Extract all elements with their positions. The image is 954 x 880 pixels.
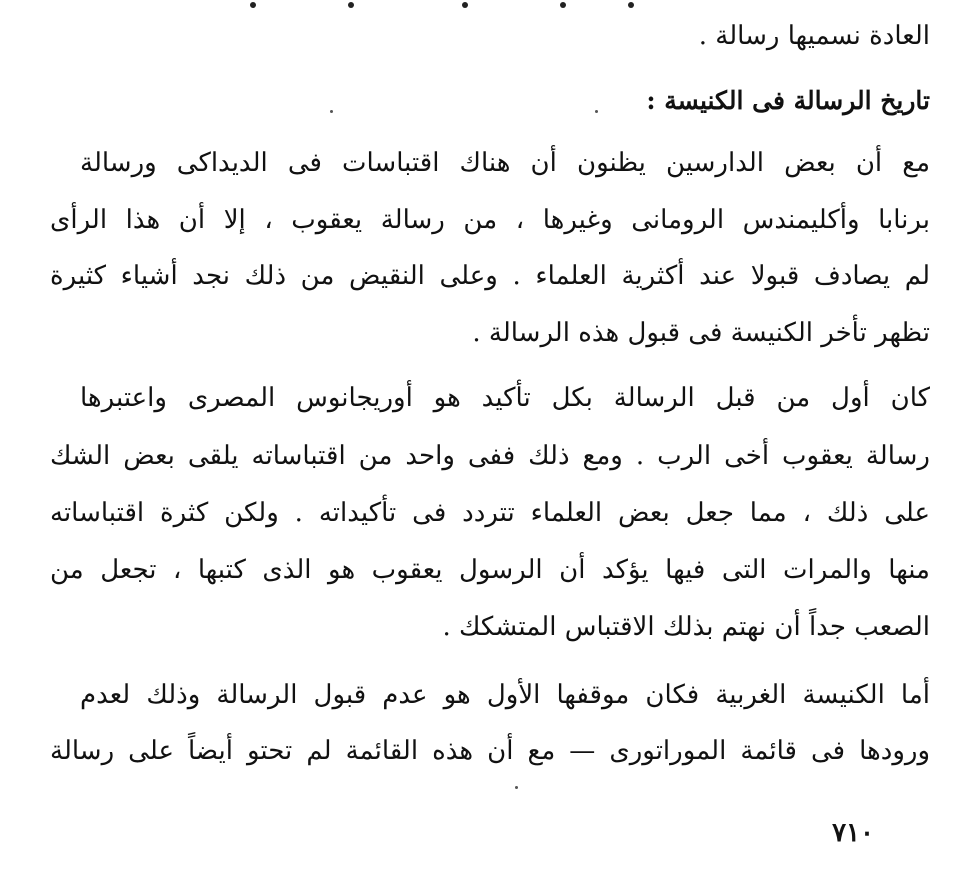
text-line-6: تظهر تأخر الكنيسة فى قبول هذه الرسالة . xyxy=(472,318,930,348)
text-line-1: العادة نسميها رسالة . xyxy=(698,21,930,51)
text-line-4: برنابا وأكليمندس الرومانى وغيرها ، من رسالة يعقوب ، إلا أن هذا الرأى xyxy=(50,205,930,235)
scan-speck xyxy=(595,110,598,113)
scan-speck xyxy=(515,786,518,789)
section-heading: تاريخ الرسالة فى الكنيسة : xyxy=(646,86,930,115)
page-number: ٧١٠ xyxy=(832,818,874,848)
cut-off-previous-line xyxy=(230,0,650,8)
text-line-13: ورودها فى قائمة الموراتورى — مع أن هذه القائمة لم تحتو أيضاً على رسالة xyxy=(50,736,930,766)
text-line-9: على ذلك ، مما جعل بعض العلماء تتردد فى تأكيداته . ولكن كثرة اقتباساته xyxy=(50,498,930,528)
text-line-11: الصعب جداً أن نهتم بذلك الاقتباس المتشكك . xyxy=(442,612,930,642)
text-line-10: منها والمرات التى فيها يؤكد أن الرسول يعقوب هو الذى كتبها ، تجعل من xyxy=(50,555,930,585)
text-line-7: كان أول من قبل الرسالة بكل تأكيد هو أوريجانوس المصرى واعتبرها xyxy=(80,383,930,413)
text-line-5: لم يصادف قبولا عند أكثرية العلماء . وعلى النقيض من ذلك نجد أشياء كثيرة xyxy=(50,261,930,291)
text-line-8: رسالة يعقوب أخى الرب . ومع ذلك ففى واحد من اقتباساته يلقى بعض الشك xyxy=(50,441,930,471)
scan-speck xyxy=(330,110,333,113)
text-line-12: أما الكنيسة الغربية فكان موقفها الأول هو عدم قبول الرسالة وذلك لعدم xyxy=(80,680,930,710)
text-line-3: مع أن بعض الدارسين يظنون أن هناك اقتباسات فى الديداكى ورسالة xyxy=(80,148,930,178)
